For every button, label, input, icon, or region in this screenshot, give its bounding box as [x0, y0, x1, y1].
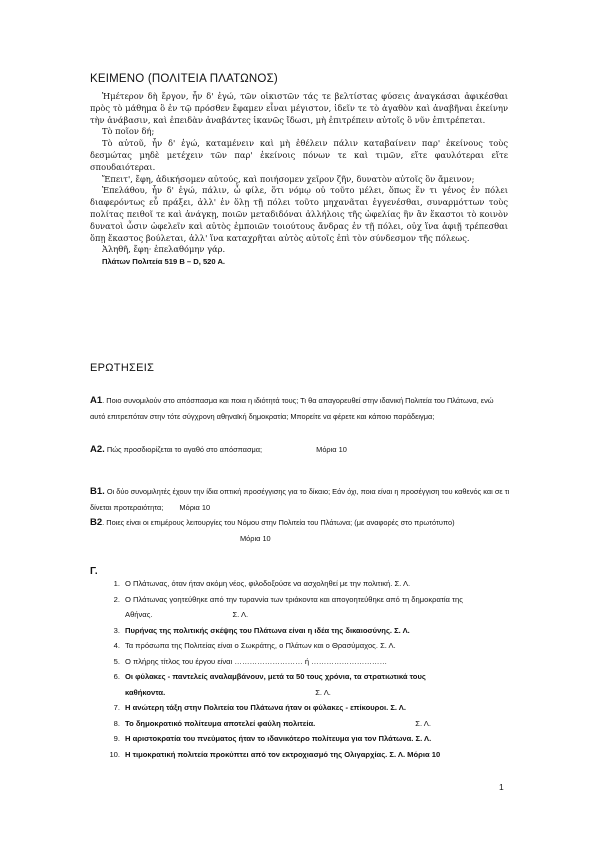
item-number: 1.	[113, 579, 120, 588]
text-title: ΚΕΙΜΕΝΟ (ΠΟΛΙΤΕΙΑ ΠΛΑΤΩΝΟΣ)	[90, 73, 278, 85]
list-item	[106, 623, 511, 639]
list-item	[106, 638, 511, 654]
page-number: 1	[499, 782, 504, 792]
item-number: 10.	[109, 749, 120, 759]
ancient-greek-passage	[90, 91, 508, 268]
list-item	[106, 700, 511, 716]
question-a2	[90, 442, 510, 458]
question-marks: Μόρια 10	[179, 502, 211, 512]
list-item	[106, 654, 511, 670]
item-text: Ο πλήρης τίτλος του έργου είναι ……………………… ή …………………………	[125, 656, 388, 666]
item-number: 7.	[113, 703, 120, 712]
question-label: Α2.	[90, 444, 105, 455]
item-tf: Σ. Λ.	[415, 718, 431, 728]
question-text: . Ποιο συνομιλούν στο απόσπασμα και ποια η ιδιότητά τους; Τι θα απαγορευθεί στην ιδανική Πολιτεία του Πλάτωνα, ενώ αυτό επιτρεπόταν στην τότε σύγχρονη αθηναϊκή δημοκρατία; Μπορείτε να φέρετε και κάποιο παράδειγμα;	[90, 396, 494, 421]
item-text: Οι φύλακες - παντελείς αναλαμβάνουν, μετά τα 50 τους χρόνια, τα στρατιωτικά τους καθήκοντα.	[125, 672, 426, 697]
item-number: 6.	[113, 672, 120, 681]
questions-heading: ΕΡΩΤΗΣΕΙΣ	[90, 362, 155, 374]
item-text: Η ανώτερη τάξη στην Πολιτεία του Πλάτωνα ήταν οι φύλακες - επίκουροι. Σ. Λ.	[125, 703, 406, 712]
question-b1	[90, 484, 510, 515]
item-number: 8.	[113, 718, 120, 728]
question-b2	[90, 515, 510, 546]
item-number: 5.	[113, 656, 120, 666]
item-text: Το δημοκρατικό πολίτευμα αποτελεί φαύλη πολιτεία.	[125, 718, 316, 728]
question-marks: Μόρια 10	[316, 445, 347, 454]
item-number: 4.	[113, 641, 120, 650]
list-item	[106, 592, 511, 623]
question-marks: Μόρια 10	[240, 533, 271, 543]
item-number: 9.	[113, 734, 120, 743]
passage-paragraph: Τὸ ποῖον δή;	[102, 126, 155, 137]
passage-paragraph: Τὸ αὐτοῦ, ἦν δ' ἐγώ, καταμένειν καὶ μὴ ἐθέλειν πάλιν καταβαίνειν παρ' ἐκείνους τοὺς δεσμώτας μηδὲ μετέχειν τῶν παρ' ἐκείνοις πόνων τε καὶ τιμῶν, εἴτε φαυλότεραι εἴτε σπουδαιότεραι.	[90, 138, 508, 172]
item-text: Τα πρόσωπα της Πολιτείας είναι ο Σωκράτης, ο Πλάτων και ο Θρασύμαχος. Σ. Λ.	[125, 641, 396, 650]
item-text: Πυρήνας της πολιτικής σκέψης του Πλάτωνα είναι η ιδέα της δικαιοσύνης. Σ. Λ.	[125, 625, 410, 635]
question-label: Β2	[90, 517, 103, 528]
item-text: Η αριστοκρατία του πνεύματος ήταν το ιδανικότερο πολίτευμα για τον Πλάτωνα. Σ. Λ.	[125, 734, 432, 743]
item-tf: Σ. Λ.	[232, 610, 249, 619]
list-item	[106, 576, 511, 592]
question-label: Β1.	[90, 486, 105, 497]
list-item	[106, 747, 511, 763]
true-false-list	[106, 576, 511, 762]
question-text: Πώς προσδιορίζεται το αγαθό στο απόσπασμα;	[104, 445, 263, 454]
list-item	[106, 731, 511, 747]
passage-source: Πλάτων Πολιτεία 519 Β – D, 520 A.	[102, 257, 226, 267]
list-item	[106, 669, 511, 700]
item-text: Η τιμοκρατική πολιτεία προκύπτει από τον εκτροχιασμό της Ολιγαρχίας. Σ. Λ. Μόρια 10	[125, 749, 441, 759]
question-a1	[90, 393, 510, 424]
item-text: Ο Πλάτωνας, όταν ήταν ακόμη νέος, φιλοδοξούσε να ασχοληθεί με την πολιτική. Σ. Λ.	[125, 579, 411, 588]
item-number: 3.	[113, 625, 120, 635]
section-g-heading: Γ.	[90, 566, 98, 577]
question-label: Α1	[90, 395, 103, 406]
question-text: Οι δύο συνομιλητές έχουν την ίδια οπτική προσέγγισης για το δίκαιο; Εάν όχι, ποια είναι η προσέγγιση του καθενός και σε τι δίνεται προτεραιότητα;	[90, 487, 510, 512]
question-text: . Ποιες είναι οι επιμέρους λειτουργίες του Νόμου στην Πολιτεία του Πλάτωνα; (με αναφορές στο πρωτότυπο)	[102, 518, 455, 527]
item-number: 2.	[113, 594, 120, 604]
passage-paragraph: Ἀληθῆ, ἔφη· ἐπελαθόμην γάρ.	[102, 244, 226, 255]
list-item	[106, 716, 511, 732]
passage-paragraph: Ἔπειτ', ἔφη, ἀδικήσομεν αὐτούς, καὶ ποιήσομεν χεῖρον ζῆν, δυνατὸν αὐτοῖς ὂν ἄμεινον;	[102, 173, 475, 184]
passage-paragraph: Ἡμέτερον δὴ ἔργον, ἦν δ' ἐγώ, τῶν οἰκιστῶν τάς τε βελτίστας φύσεις ἀναγκάσαι ἀφικέσθαι πρὸς τὸ μάθημα ὃ ἐν τῷ πρόσθεν ἔφαμεν εἶναι μέγιστον, ἰδεῖν τε τὸ ἀγαθὸν καὶ ἀναβῆναι ἐκείνην τὴν ἀνάβασιν, καὶ ἐπειδὰν ἀναβάντες ἱκανῶς ἴδωσι, μὴ ἐπιτρέπειν αὐτοῖς ὃ νῦν ἐπιτρέπεται.	[90, 91, 508, 125]
item-tf: Σ. Λ.	[315, 687, 331, 697]
passage-paragraph: Ἐπελάθου, ἦν δ' ἐγώ, πάλιν, ὦ φίλε, ὅτι νόμῳ οὐ τοῦτο μέλει, ὅπως ἕν τι γένος ἐν πόλει διαφερόντως εὖ πράξει, ἀλλ' ἐν ὅλῃ τῇ πόλει τοῦτο μηχανᾶται ἐγγενέσθαι, συναρμόττων τοὺς πολίτας πειθοῖ τε καὶ ἀνάγκῃ, ποιῶν μεταδιδόναι ἀλλήλοις τῆς ὠφελίας ἣν ἂν ἕκαστοι τὸ κοινὸν δυνατοὶ ὦσιν ὠφελεῖν καὶ αὐτὸς ἐμποιῶν τοιούτους ἄνδρας ἐν τῇ πόλει, οὐχ ἵνα ἀφιῇ τρέπεσθαι ὅπῃ ἕκαστος βούλεται, ἀλλ' ἵνα καταχρῆται αὐτὸς αὐτοῖς ἐπὶ τὸν σύνδεσμον τῆς πόλεως.	[90, 185, 508, 243]
item-text: Ο Πλάτωνας γοητεύθηκε από την τυραννία των τριάκοντα και απογοητεύθηκε από τη δημοκρατία της Αθήνας.	[125, 594, 463, 619]
